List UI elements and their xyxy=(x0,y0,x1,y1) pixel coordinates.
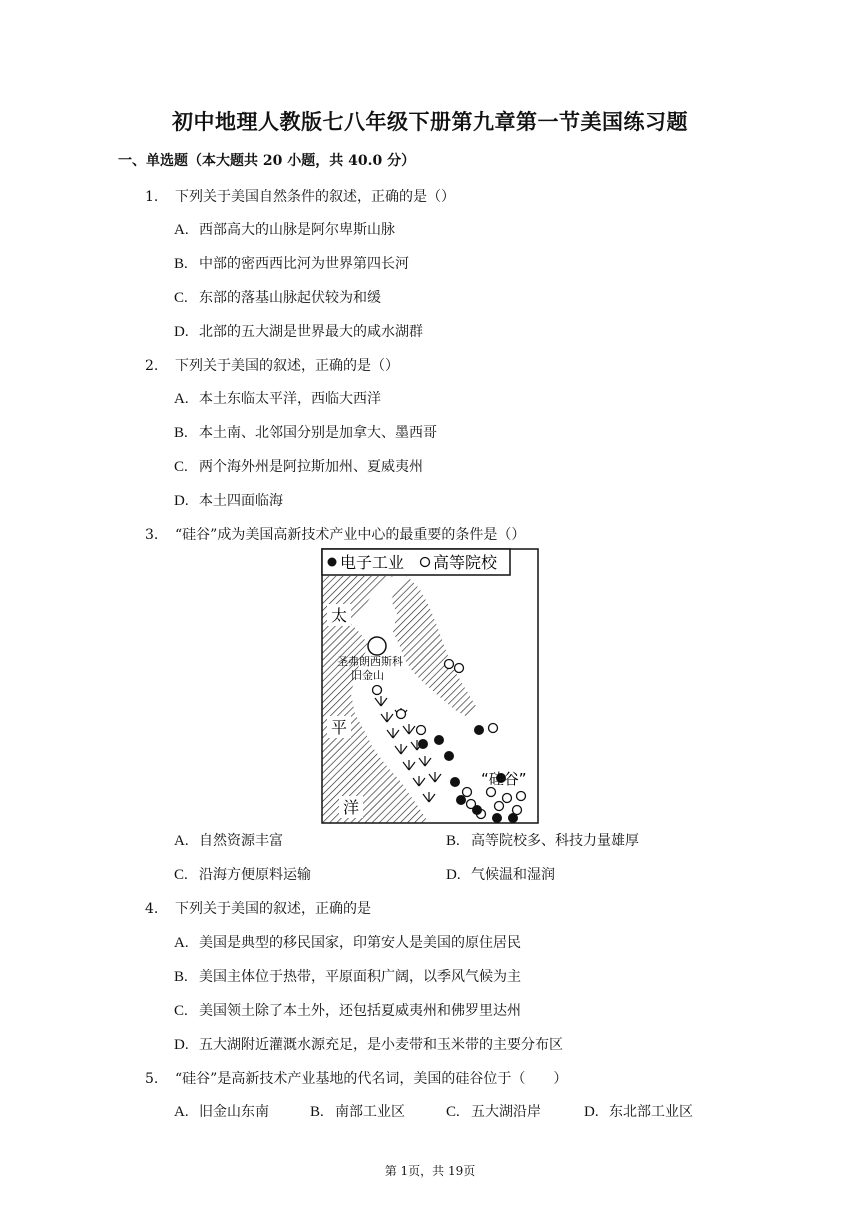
option-3d[interactable] xyxy=(446,864,555,884)
option-letter: B. xyxy=(446,833,460,849)
option-letter: D. xyxy=(584,1104,599,1120)
map-label-san-francisco-bay: 圣弗朗西斯科 xyxy=(337,655,403,668)
option-letter: C. xyxy=(174,459,188,475)
question-4 xyxy=(145,898,371,918)
option-text: 沿海方便原料运输 xyxy=(199,867,311,883)
option-2a[interactable] xyxy=(174,388,381,408)
option-text: 本土四面临海 xyxy=(199,493,283,509)
map-label-san-francisco: 旧金山 xyxy=(351,669,384,682)
question-stem: “硅谷”成为美国高新技术产业中心的最重要的条件是（） xyxy=(175,527,526,543)
option-text: 五大湖沿岸 xyxy=(471,1104,541,1120)
option-3a[interactable] xyxy=(174,830,283,850)
option-2c[interactable] xyxy=(174,456,423,476)
option-text: 高等院校多、科技力量雄厚 xyxy=(471,833,639,849)
option-letter: A. xyxy=(174,391,189,407)
section-heading: 一、单选题（本大题共 20 小题，共 40.0 分） xyxy=(118,153,416,169)
option-text: 旧金山东南 xyxy=(199,1104,269,1120)
option-text: 美国主体位于热带，平原面积广阔，以季风气候为主 xyxy=(199,969,521,985)
question-number: 1. xyxy=(145,189,159,205)
option-text: 气候温和湿润 xyxy=(471,867,555,883)
ocean-label-yang: 洋 xyxy=(343,798,360,817)
ocean-label-tai: 太 xyxy=(331,606,348,625)
option-letter: A. xyxy=(174,222,189,238)
option-text: 东北部工业区 xyxy=(609,1104,693,1120)
legend-electronics: 电子工业 xyxy=(340,553,405,572)
question-1 xyxy=(145,186,455,206)
ocean-label-ping: 平 xyxy=(331,718,348,737)
question-3 xyxy=(145,524,525,544)
option-4c[interactable] xyxy=(174,1000,521,1020)
option-letter: B. xyxy=(310,1104,324,1120)
option-text: 两个海外州是阿拉斯加州、夏威夷州 xyxy=(199,459,423,475)
option-text: 自然资源丰富 xyxy=(199,833,283,849)
option-3b[interactable] xyxy=(446,830,639,850)
option-letter: B. xyxy=(174,425,188,441)
option-4a[interactable] xyxy=(174,932,521,952)
option-letter: C. xyxy=(446,1104,460,1120)
question-stem: 下列关于美国自然条件的叙述，正确的是（） xyxy=(175,189,455,205)
page-footer: 第 1页，共 19页 xyxy=(384,1164,476,1178)
question-stem: “硅谷”是高新技术产业基地的代名词，美国的硅谷位于（ ） xyxy=(175,1071,568,1087)
option-1c[interactable] xyxy=(174,287,381,307)
option-1d[interactable] xyxy=(174,321,423,341)
option-3c[interactable] xyxy=(174,864,311,884)
option-letter: D. xyxy=(446,867,461,883)
option-text: 五大湖附近灌溉水源充足，是小麦带和玉米带的主要分布区 xyxy=(199,1037,563,1053)
option-letter: B. xyxy=(174,256,188,272)
option-text: 本土南、北邻国分别是加拿大、墨西哥 xyxy=(199,425,437,441)
option-text: 东部的落基山脉起伏较为和缓 xyxy=(199,290,381,306)
option-text: 美国是典型的移民国家，印第安人是美国的原住居民 xyxy=(199,935,521,951)
option-text: 美国领土除了本土外，还包括夏威夷州和佛罗里达州 xyxy=(199,1003,521,1019)
option-1a[interactable] xyxy=(174,219,395,239)
question-5 xyxy=(145,1068,567,1088)
option-letter: D. xyxy=(174,1037,189,1053)
option-5b[interactable] xyxy=(310,1101,405,1121)
option-5a[interactable] xyxy=(174,1101,269,1121)
silicon-valley-map xyxy=(321,548,539,824)
option-2b[interactable] xyxy=(174,422,437,442)
option-4b[interactable] xyxy=(174,966,521,986)
option-5d[interactable] xyxy=(584,1101,693,1121)
option-letter: B. xyxy=(174,969,188,985)
question-number: 5. xyxy=(145,1071,159,1087)
option-letter: D. xyxy=(174,324,189,340)
option-letter: D. xyxy=(174,493,189,509)
option-letter: C. xyxy=(174,290,188,306)
legend-universities: 高等院校 xyxy=(433,553,498,572)
question-2 xyxy=(145,355,399,375)
option-text: 西部高大的山脉是阿尔卑斯山脉 xyxy=(199,222,395,238)
question-number: 2. xyxy=(145,358,159,374)
option-1b[interactable] xyxy=(174,253,409,273)
question-number: 4. xyxy=(145,901,159,917)
option-text: 南部工业区 xyxy=(335,1104,405,1120)
option-text: 中部的密西西比河为世界第四长河 xyxy=(199,256,409,272)
question-stem: 下列关于美国的叙述，正确的是 xyxy=(175,901,371,917)
option-4d[interactable] xyxy=(174,1034,563,1054)
map-label-silicon-valley: “硅谷” xyxy=(481,770,527,788)
option-2d[interactable] xyxy=(174,490,283,510)
page-title: 初中地理人教版七八年级下册第九章第一节美国练习题 xyxy=(172,109,688,134)
option-5c[interactable] xyxy=(446,1101,541,1121)
option-letter: A. xyxy=(174,1104,189,1120)
question-stem: 下列关于美国的叙述，正确的是（） xyxy=(175,358,399,374)
option-letter: C. xyxy=(174,1003,188,1019)
question-number: 3. xyxy=(145,527,159,543)
option-letter: C. xyxy=(174,867,188,883)
option-letter: A. xyxy=(174,935,189,951)
option-text: 北部的五大湖是世界最大的咸水湖群 xyxy=(199,324,423,340)
option-letter: A. xyxy=(174,833,189,849)
option-text: 本土东临太平洋，西临大西洋 xyxy=(199,391,381,407)
